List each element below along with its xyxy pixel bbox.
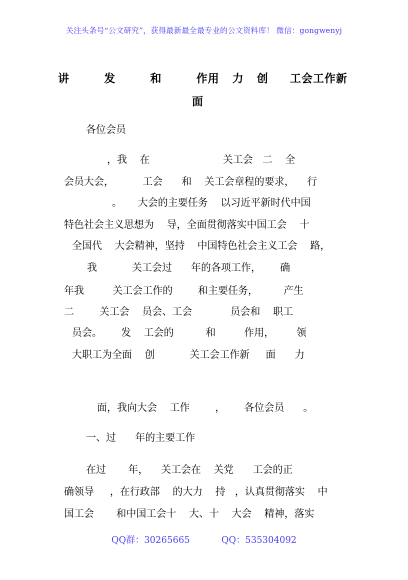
body-line: 全国代 大会精神，坚持 中国特色社会主义工会 路， (72, 241, 331, 252)
body-line: 年我 关工会工作的 和主要任务， 产生 (64, 286, 304, 297)
body-line: 面，我向大会 工作 ， 各位会员 。 (97, 403, 314, 414)
section-heading: 一、过 年的主要工作 (86, 433, 196, 444)
body-line: 大职工为全面 创 关工会工作新 面 力 (72, 350, 305, 361)
header-note: 关注头条号“公文研究”，获得最新最全最专业的公文资料库！ 微信：gongwenyj (65, 26, 343, 35)
salutation: 各位会员 (86, 125, 126, 136)
body-line: 。 大会的主要任务 以习近平新时代中国 (112, 198, 311, 209)
body-line: 在过 年， 关工会在 关党 工会的正 (86, 465, 293, 476)
body-line: ，我 在 关工会 二 全 (107, 155, 296, 166)
footer-contact: QQ群：30265665 QQ：535304092 (111, 536, 297, 546)
body-line: 会员大会， 工会 和 关工会章程的要求， 行 (64, 177, 318, 188)
body-line: 国工会 和中国工会十 大、十 大会 精神，落实 (64, 509, 315, 520)
document-title-line1: 讲 发 和 作用 力 创 工会工作新 (58, 72, 348, 85)
document-title-line2: 面 (192, 95, 203, 108)
body-line: 特色社会主义思想为 导，全面贯彻落实中国工会 十 (64, 220, 310, 231)
body-line: 确领导 ，在行政部 的大力 持 ，认真贯彻落实 中 (64, 487, 328, 498)
body-line: 员会。 发 工会的 和 作用， 领 (72, 328, 307, 339)
body-line: 二 关工会 员会、工会 员会和 职工 (64, 307, 294, 318)
body-line: 我 关工会过 年的各项工作， 确 (87, 263, 291, 274)
